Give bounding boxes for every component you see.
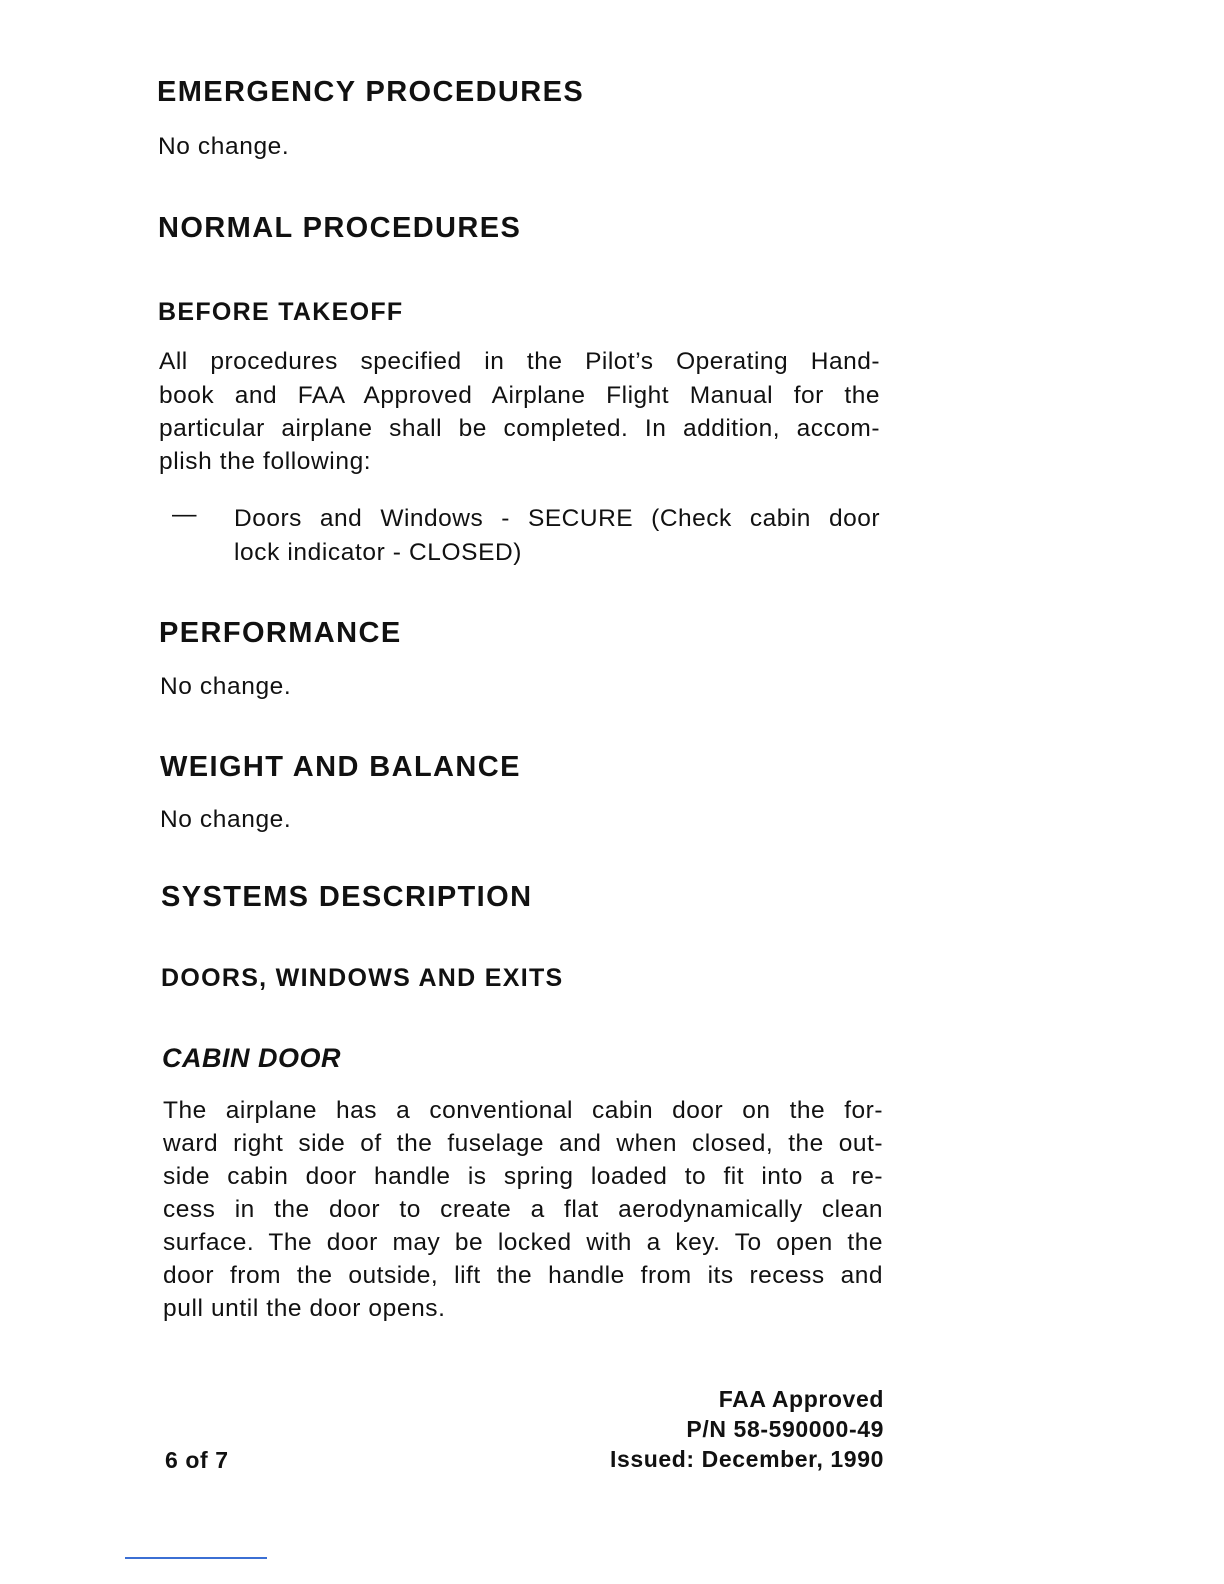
performance-text: No change. — [160, 673, 292, 700]
weight-balance-text: No change. — [160, 806, 292, 833]
heading-emergency-procedures: EMERGENCY PROCEDURES — [157, 76, 585, 108]
bullet-line-1: Doors and Windows - SECURE (Check cabin door — [234, 505, 880, 532]
cabin-door-line-5: surface. The door may be locked with a key. To open the — [163, 1229, 883, 1256]
heading-weight-and-balance: WEIGHT AND BALANCE — [160, 751, 521, 783]
bullet-line-2: lock indicator - CLOSED) — [234, 539, 523, 566]
cabin-door-line-7: pull until the door opens. — [163, 1295, 446, 1322]
cabin-door-line-1: The airplane has a conventional cabin door on the for- — [163, 1097, 883, 1124]
cabin-door-line-4: cess in the door to create a flat aerodynamically clean — [163, 1196, 883, 1223]
cabin-door-line-3: side cabin door handle is spring loaded to fit into a re- — [163, 1163, 883, 1190]
bottom-rule — [125, 1557, 267, 1559]
heading-normal-procedures: NORMAL PROCEDURES — [158, 212, 522, 244]
cabin-door-line-6: door from the outside, lift the handle from its recess and — [163, 1262, 883, 1289]
cabin-door-line-2: ward right side of the fuselage and when closed, the out- — [163, 1130, 883, 1157]
emergency-text: No change. — [158, 133, 290, 160]
footer-faa-approved: FAA Approved — [718, 1386, 884, 1412]
footer-page-number: 6 of 7 — [165, 1447, 229, 1473]
heading-before-takeoff: BEFORE TAKEOFF — [158, 298, 404, 326]
heading-cabin-door: CABIN DOOR — [162, 1043, 341, 1073]
bullet-dash: — — [172, 501, 197, 528]
heading-doors-windows-exits: DOORS, WINDOWS AND EXITS — [161, 964, 564, 992]
footer-issued-date: Issued: December, 1990 — [609, 1446, 884, 1472]
footer-part-number: P/N 58-590000-49 — [686, 1416, 884, 1442]
before-takeoff-line-1: All procedures specified in the Pilot’s Operating Hand- — [159, 348, 880, 375]
before-takeoff-line-3: particular airplane shall be completed. In addition, accom- — [159, 415, 880, 442]
before-takeoff-line-4: plish the following: — [159, 448, 372, 475]
heading-performance: PERFORMANCE — [159, 617, 402, 649]
heading-systems-description: SYSTEMS DESCRIPTION — [161, 881, 533, 913]
before-takeoff-line-2: book and FAA Approved Airplane Flight Manual for the — [159, 382, 880, 409]
